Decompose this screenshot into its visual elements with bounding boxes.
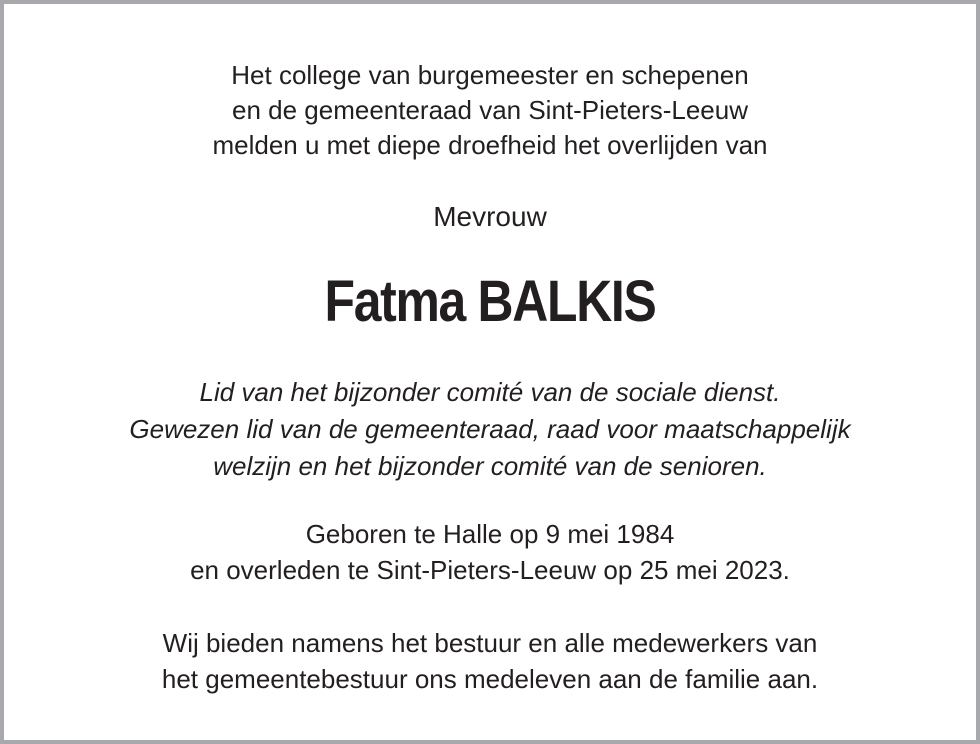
birth-death-dates [4, 516, 976, 588]
function-line: Gewezen lid van de gemeenteraad, raad voor maatschappelijk [129, 414, 851, 444]
salutation: Mevrouw [433, 201, 547, 232]
deceased-name: Fatma BALKIS [324, 269, 656, 334]
intro-line: Het college van burgemeester en schepenen [231, 60, 749, 90]
date-line: en overleden te Sint-Pieters-Leeuw op 25 mei 2023. [190, 555, 790, 585]
closing-line: Wij bieden namens het bestuur en alle medewerkers van [162, 628, 818, 658]
function-line: welzijn en het bijzonder comité van de senioren. [213, 451, 767, 481]
functions-text [4, 374, 976, 485]
closing-line: het gemeentebestuur ons medeleven aan de familie aan. [161, 664, 819, 694]
intro-line: melden u met diepe droefheid het overlijden van [212, 130, 768, 160]
intro-text [4, 58, 976, 163]
date-line: Geboren te Halle op 9 mei 1984 [305, 519, 675, 549]
function-line: Lid van het bijzonder comité van de sociale dienst. [199, 377, 781, 407]
condolence-text [4, 625, 976, 697]
intro-line: en de gemeenteraad van Sint-Pieters-Leeuw [232, 95, 748, 125]
